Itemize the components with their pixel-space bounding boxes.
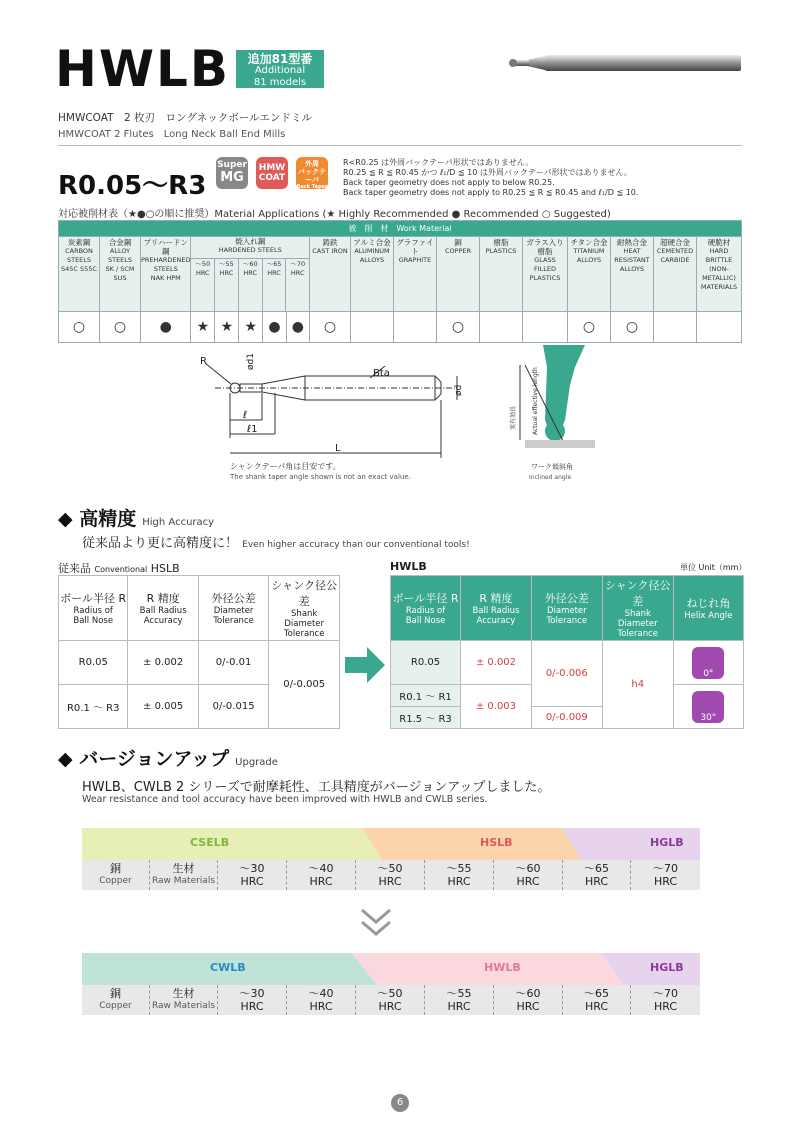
- rating-prehardened: ●: [141, 312, 191, 343]
- unit-label: 単位 Unit（mm）: [680, 563, 747, 572]
- section-high-accuracy: ◆ 高精度 High Accuracy: [58, 508, 215, 530]
- rating-aluminum: [351, 312, 394, 343]
- radius-range: R0.05〜R3: [58, 171, 207, 201]
- rating-hrc65: ●: [263, 312, 286, 343]
- top-grade-bar: [82, 828, 700, 860]
- rating-cast-iron: ○: [310, 312, 351, 343]
- inclined-angle-jp: ワーク傾斜角: [531, 463, 573, 471]
- upgrade-lead-en: Wear resistance and tool accuracy have been improved with HWLB and CWLB series.: [82, 794, 488, 805]
- effective-length-en: Actual effective length: [532, 367, 539, 435]
- new-label: HWLB: [390, 560, 427, 573]
- hardness-scale-top: 銅 Copper 生材 Raw Materials 〜30 HRC 〜40 HRC 〜50 HRC 〜55 HRC 〜60 HRC 〜65 HRC 〜70 HRC: [82, 860, 700, 890]
- rating-glass-plastics: [523, 312, 568, 343]
- dim-l1: ℓ1: [247, 424, 258, 435]
- subtitle-en: HMWCOAT 2 Flutes Long Neck Ball End Mills: [58, 129, 286, 140]
- diagram-note-jp: シャンクテーパ角は目安です。: [230, 462, 341, 471]
- hwlb-accuracy-table: ボール半径 R Radius of Ball Nose R 精度 Ball Radius Accuracy 外径公差 Diameter Tolerance シャンク径公差 Shank Diameter Tolerance ねじれ角 Helix Angle R0.05 ± 0.002 0/-0.006 h4 0° R0.1 〜 R1 ± 0.003 30° R1.5 〜 R3 0/-0.009: [390, 575, 744, 729]
- new-models-badge: [236, 50, 324, 88]
- divider: [58, 145, 742, 146]
- badge-jp: 追加81型番: [247, 52, 313, 66]
- rating-hrc60: ★: [239, 312, 263, 343]
- page-title: HWLB: [55, 40, 230, 98]
- conventional-label: 従来品 Conventional HSLB: [58, 562, 180, 575]
- back-taper-notes: R<R0.25 は外周バックテーパ形状ではありません。 R0.25 ≦ R ≦ R0.45 かつ ℓ₁/D ≦ 10 は外周バックテーパ形状ではありません。 Back taper geometry does not apply to below R0.25. Back taper geometry does not apply to R0.25 ≦ R ≦ R0.45 and ℓ₁/D ≦ 10.: [343, 158, 639, 197]
- dim-R: R: [200, 356, 207, 367]
- coating-badge-back-taper: 外周 バックテーパ Back Taper Geometry: [296, 157, 328, 189]
- inclined-angle-diagram: [505, 345, 615, 485]
- grade-hwlb: HWLB: [484, 961, 521, 974]
- material-table: 被 削 材 Work Material 炭素鋼 CARBON STEELS S45C S55C 合金鋼 ALLOY STEELS SK / SCM SUS プリハードン鋼 PREHARDENED STEELS NAK HPM 焼入れ鋼 HARDENED STEELS ～50 HRC ～55 HRC ～60 HRC ～65 HRC ～70 HRC 鋳鉄 CAST IRON アルミ合金 ALUMINUM ALLOYS グラファイト GRAPHITE 銅 COPPER 樹脂 PLASTICS ガラス入り樹脂 GLASS FILLED PLASTICS チタン合金 TITANIUM ALLOYS 耐熱合金 HEAT RESISTANT ALLOYS 超硬合金 CEMENTED CARBIDE 硬脆材 HARD BRITTLE (NON-METALLIC) MATERIALS ○ ○ ● ★ ★ ★ ● ● ○ ○ ○ ○: [58, 220, 742, 343]
- rating-copper: ○: [437, 312, 480, 343]
- badge-en-2: 81 models: [253, 77, 307, 88]
- section-upgrade: ◆ バージョンアップ Upgrade: [58, 748, 278, 770]
- hardness-scale-bottom: 銅 Copper 生材 Raw Materials 〜30 HRC 〜40 HRC 〜50 HRC 〜55 HRC 〜60 HRC 〜65 HRC 〜70 HRC: [82, 985, 700, 1015]
- conventional-accuracy-table: ボール半径 R Radius of Ball Nose R 精度 Ball Radius Accuracy 外径公差 Diameter Tolerance シャンク径公差 Shank Diameter Tolerance R0.05 ± 0.002 0/-0.01 0/-0.005 R0.1 〜 R3 ± 0.005 0/-0.015: [58, 575, 340, 729]
- dim-d1: ød1: [246, 353, 256, 370]
- inclined-angle-en: Inclined angle: [529, 474, 572, 481]
- dim-L: L: [335, 443, 341, 454]
- rating-hrc70: ●: [286, 312, 309, 343]
- grade-cselb: CSELB: [190, 836, 230, 849]
- grade-hglb-bottom: HGLB: [650, 961, 684, 974]
- double-chevron-down-icon: [358, 906, 394, 938]
- subtitle-jp: HMWCOAT 2 枚刃 ロングネックボールエンドミル: [58, 112, 313, 124]
- bottom-grade-bar: [82, 953, 700, 985]
- rating-hard-brittle: [697, 312, 742, 343]
- effective-length-jp: 実有効長: [510, 405, 517, 430]
- rating-graphite: [394, 312, 437, 343]
- helix-0-icon: 0°: [692, 647, 724, 679]
- arrow-right-icon: [345, 645, 387, 685]
- upgrade-lead-jp: HWLB、CWLB 2 シリーズで耐摩耗性、工具精度がバージョンアップしました。: [82, 780, 551, 795]
- helix-30-icon: 30°: [692, 691, 724, 723]
- diagram-note-en: The shank taper angle shown is not an exact value.: [230, 473, 411, 481]
- dim-d: ød: [454, 384, 464, 396]
- rating-plastics: [480, 312, 523, 343]
- rating-hrc50: ★: [191, 312, 215, 343]
- rating-carbide: [654, 312, 697, 343]
- rating-heat-resistant: ○: [611, 312, 654, 343]
- tool-dimension-diagram: [195, 348, 495, 488]
- badge-en-1: Additional: [254, 65, 306, 76]
- rating-titanium: ○: [568, 312, 611, 343]
- page-number: 6: [391, 1094, 409, 1112]
- grade-cwlb: CWLB: [210, 961, 246, 974]
- material-application-title: 対応被削材表（★●○の順に推奨）Material Applications (★ Highly Recommended ● Recommended ○ Suggested): [58, 209, 611, 220]
- grade-hslb: HSLB: [480, 836, 513, 849]
- work-material-header: 被 削 材 Work Material: [59, 221, 742, 237]
- rating-alloy: ○: [100, 312, 141, 343]
- dim-l: ℓ: [243, 410, 248, 421]
- accuracy-lead: 従来品より更に高精度に！ Even higher accuracy than our conventional tools!: [82, 536, 470, 551]
- coating-badge-super-mg: Super MG: [216, 157, 248, 189]
- dim-bta: Bta: [373, 368, 390, 379]
- coating-badge-hmw: HMW COAT: [256, 157, 288, 189]
- rating-carbon: ○: [59, 312, 100, 343]
- rating-hrc55: ★: [215, 312, 239, 343]
- end-mill-image: [505, 52, 745, 76]
- grade-hglb-top: HGLB: [650, 836, 684, 849]
